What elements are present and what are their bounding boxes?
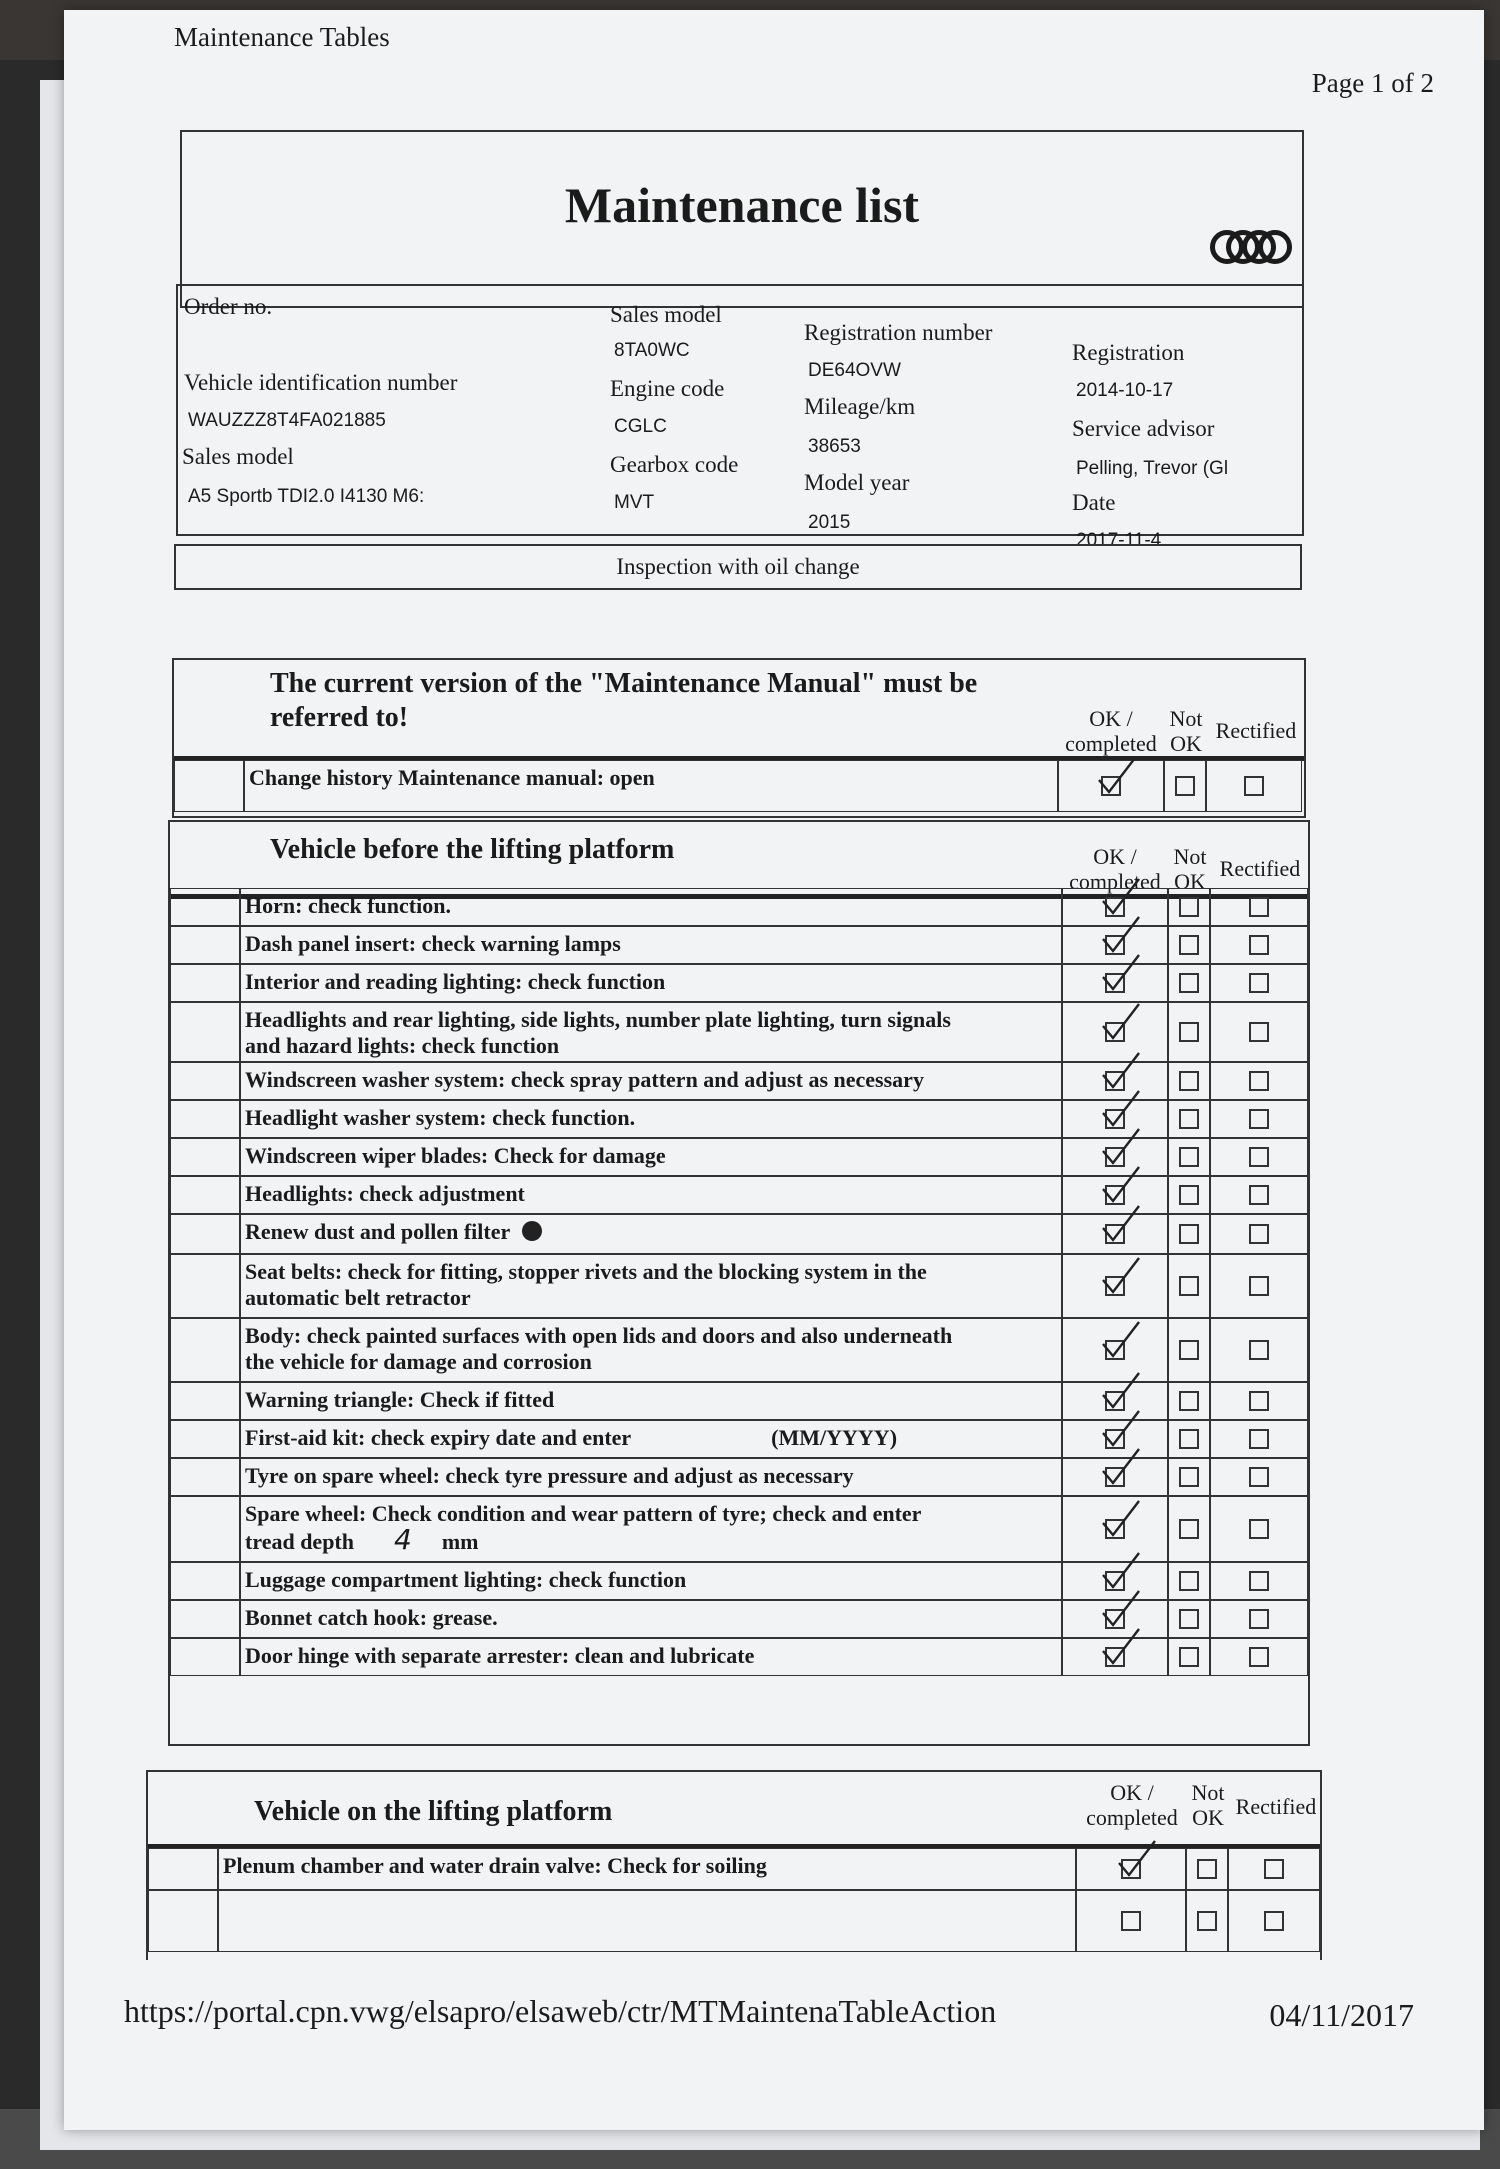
rectified-checkbox[interactable] xyxy=(1249,1340,1269,1360)
row-description xyxy=(240,1496,1062,1562)
row-number-cell xyxy=(170,1600,240,1638)
marker-dot-icon xyxy=(522,1221,542,1241)
handwritten-tread-depth: 4 xyxy=(394,1523,412,1556)
check-mark-icon xyxy=(1115,1839,1157,1881)
not-ok-checkbox[interactable] xyxy=(1179,1391,1199,1411)
not-ok-cell xyxy=(1168,1062,1210,1100)
registration-date-label: Registration xyxy=(1072,340,1185,365)
not-ok-cell xyxy=(1168,1176,1210,1214)
not-ok-checkbox[interactable] xyxy=(1179,1340,1199,1360)
title-box xyxy=(180,130,1304,308)
sales-model-code-value: 8TA0WC xyxy=(614,340,690,361)
not-ok-cell xyxy=(1168,926,1210,964)
rectified-checkbox[interactable] xyxy=(1249,973,1269,993)
checklist-row xyxy=(170,1458,1308,1496)
row-description xyxy=(240,1002,1062,1062)
rectified-cell xyxy=(1210,1420,1308,1458)
row-description xyxy=(240,1458,1062,1496)
not-ok-checkbox[interactable] xyxy=(1179,1609,1199,1629)
sales-model-label: Sales model xyxy=(182,444,294,469)
date-format-hint: (MM/YYYY) xyxy=(771,1425,898,1450)
row-description xyxy=(218,1848,1076,1890)
not-ok-cell xyxy=(1168,1318,1210,1382)
checklist-row xyxy=(174,760,1304,812)
rectified-checkbox[interactable] xyxy=(1244,776,1264,796)
row-number-cell xyxy=(170,1100,240,1138)
not-ok-checkbox[interactable] xyxy=(1179,935,1199,955)
engine-code-value: CGLC xyxy=(614,416,667,437)
maintenance-sheet xyxy=(64,10,1484,2130)
col-header-ok: OK / completed xyxy=(1065,706,1157,756)
rectified-checkbox[interactable] xyxy=(1249,935,1269,955)
row-text: Interior and reading lighting: check function xyxy=(245,969,666,994)
row-number-cell xyxy=(148,1890,218,1952)
row-text-continued: the vehicle for damage and corrosion xyxy=(245,1349,592,1374)
check-mark-icon xyxy=(1099,915,1141,957)
row-description xyxy=(240,1100,1062,1138)
row-number-cell xyxy=(170,1458,240,1496)
row-description xyxy=(240,1562,1062,1600)
check-mark-icon xyxy=(1099,953,1141,995)
date-label: Date xyxy=(1072,490,1116,515)
rectified-cell xyxy=(1210,1496,1308,1562)
rectified-cell xyxy=(1210,1458,1308,1496)
row-number-cell xyxy=(170,1138,240,1176)
gearbox-code-label: Gearbox code xyxy=(610,452,739,477)
row-text: Body: check painted surfaces with open lids and doors and also underneath xyxy=(245,1323,953,1348)
mileage-label: Mileage/km xyxy=(804,394,916,419)
check-mark-icon xyxy=(1099,1204,1141,1246)
ok-completed-cell xyxy=(1062,1214,1168,1254)
rectified-cell xyxy=(1210,888,1308,926)
check-mark-icon xyxy=(1099,1165,1141,1207)
check-mark-icon xyxy=(1099,1320,1141,1362)
row-text: Windscreen wiper blades: Check for damage xyxy=(245,1143,666,1168)
row-number-cell xyxy=(170,964,240,1002)
not-ok-checkbox[interactable] xyxy=(1179,1647,1199,1667)
rectified-cell xyxy=(1210,1062,1308,1100)
row-text: Plenum chamber and water drain valve: Check for soiling xyxy=(223,1853,767,1878)
check-mark-icon xyxy=(1099,1089,1141,1131)
rectified-checkbox[interactable] xyxy=(1264,1911,1284,1931)
rectified-checkbox[interactable] xyxy=(1249,1185,1269,1205)
check-mark-icon xyxy=(1099,1409,1141,1451)
row-number-cell xyxy=(148,1848,218,1890)
rectified-checkbox[interactable] xyxy=(1249,1647,1269,1667)
page-number: Page 1 of 2 xyxy=(1311,68,1434,98)
not-ok-checkbox[interactable] xyxy=(1179,1276,1199,1296)
audi-rings-icon xyxy=(1210,230,1294,266)
ok-completed-cell xyxy=(1062,1254,1168,1318)
order-no-label: Order no. xyxy=(184,294,273,319)
col-header-not-ok: Not OK xyxy=(1191,1780,1225,1830)
col-header-rectified: Rectified xyxy=(1235,1794,1317,1819)
inspection-type: Inspection with oil change xyxy=(616,554,860,579)
col-header-not-ok: Not OK xyxy=(1169,706,1203,756)
row-number-cell xyxy=(170,1318,240,1382)
check-mark-icon xyxy=(1099,1627,1141,1669)
row-number-cell xyxy=(170,888,240,926)
rectified-cell xyxy=(1206,760,1302,812)
row-description xyxy=(240,1214,1062,1254)
not-ok-cell xyxy=(1168,1420,1210,1458)
rectified-cell xyxy=(1210,1562,1308,1600)
row-number-cell xyxy=(170,1420,240,1458)
not-ok-checkbox[interactable] xyxy=(1179,1467,1199,1487)
row-description xyxy=(240,1420,1062,1458)
rectified-cell xyxy=(1210,1002,1308,1062)
not-ok-cell xyxy=(1186,1890,1228,1952)
checklist-row xyxy=(170,1214,1308,1254)
not-ok-cell xyxy=(1168,1638,1210,1676)
check-mark-icon xyxy=(1099,1256,1141,1298)
rectified-cell xyxy=(1210,1600,1308,1638)
rectified-checkbox[interactable] xyxy=(1249,1147,1269,1167)
row-text: Seat belts: check for fitting, stopper rivets and the blocking system in the xyxy=(245,1259,927,1284)
not-ok-cell xyxy=(1168,1254,1210,1318)
row-description xyxy=(240,926,1062,964)
checklist-row xyxy=(170,1638,1308,1676)
section-before-title: Vehicle before the lifting platform xyxy=(270,834,675,865)
rectified-cell xyxy=(1210,964,1308,1002)
model-year-label: Model year xyxy=(804,470,910,495)
sales-model-full-value: A5 Sportb TDI2.0 I4130 M6: xyxy=(188,486,425,507)
footer-url: https://portal.cpn.vwg/elsapro/elsaweb/ctr/MTMaintenaTableAction xyxy=(124,1993,997,2029)
ok-completed-cell xyxy=(1062,964,1168,1002)
section-maintenance-manual xyxy=(172,658,1306,818)
rectified-cell xyxy=(1228,1848,1320,1890)
rectified-checkbox[interactable] xyxy=(1249,1519,1269,1539)
section-manual-title-line1: The current version of the "Maintenance Manual" must be xyxy=(270,668,978,699)
row-description xyxy=(240,1600,1062,1638)
not-ok-cell xyxy=(1168,1382,1210,1420)
registration-number-label: Registration number xyxy=(804,320,993,345)
rectified-cell xyxy=(1210,1318,1308,1382)
check-mark-icon xyxy=(1099,1499,1141,1541)
rectified-cell xyxy=(1210,1138,1308,1176)
service-advisor-value: Pelling, Trevor (Gl xyxy=(1076,458,1229,479)
row-text: Headlights and rear lighting, side lights, number plate lighting, turn signals xyxy=(245,1007,951,1032)
not-ok-checkbox[interactable] xyxy=(1179,1071,1199,1091)
col-header-ok: OK / completed xyxy=(1069,844,1161,894)
engine-code-label: Engine code xyxy=(610,376,725,401)
section-on-title: Vehicle on the lifting platform xyxy=(254,1796,613,1827)
not-ok-checkbox[interactable] xyxy=(1197,1859,1217,1879)
row-number-cell xyxy=(170,1002,240,1062)
ok-completed-cell xyxy=(1076,1848,1186,1890)
row-number-cell xyxy=(170,1176,240,1214)
not-ok-checkbox[interactable] xyxy=(1179,1109,1199,1129)
row-text: Bonnet catch hook: grease. xyxy=(245,1605,498,1630)
check-mark-icon xyxy=(1099,1589,1141,1631)
not-ok-cell xyxy=(1168,1138,1210,1176)
ok-checkbox[interactable] xyxy=(1121,1911,1141,1931)
section-before-lifting xyxy=(168,820,1310,1746)
rectified-checkbox[interactable] xyxy=(1249,1609,1269,1629)
not-ok-cell xyxy=(1168,1100,1210,1138)
not-ok-cell xyxy=(1168,1562,1210,1600)
row-description xyxy=(218,1890,1076,1952)
ok-completed-cell xyxy=(1076,1890,1186,1952)
not-ok-checkbox[interactable] xyxy=(1179,1224,1199,1244)
row-description xyxy=(240,1318,1062,1382)
row-text: Luggage compartment lighting: check function xyxy=(245,1567,687,1592)
not-ok-checkbox[interactable] xyxy=(1179,1022,1199,1042)
check-mark-icon xyxy=(1095,756,1137,798)
vehicle-info-box xyxy=(176,284,1304,551)
vin-label: Vehicle identification number xyxy=(184,370,458,395)
row-description xyxy=(240,888,1062,926)
row-description xyxy=(240,1062,1062,1100)
not-ok-checkbox[interactable] xyxy=(1197,1911,1217,1931)
not-ok-checkbox[interactable] xyxy=(1179,1147,1199,1167)
not-ok-cell xyxy=(1168,1002,1210,1062)
section-manual-title-line2: referred to! xyxy=(270,702,409,733)
row-number-cell xyxy=(170,1382,240,1420)
rectified-checkbox[interactable] xyxy=(1249,1224,1269,1244)
row-text: Spare wheel: Check condition and wear pattern of tyre; check and enter xyxy=(245,1501,922,1526)
row-text-continued: tread depth xyxy=(245,1529,354,1554)
rectified-checkbox[interactable] xyxy=(1249,1276,1269,1296)
ok-completed-cell xyxy=(1062,1638,1168,1676)
service-advisor-label: Service advisor xyxy=(1072,416,1215,441)
sales-model-code-label: Sales model xyxy=(610,302,722,327)
row-number-cell xyxy=(170,1562,240,1600)
header-title: Maintenance Tables xyxy=(174,22,390,52)
registration-date-value: 2014-10-17 xyxy=(1076,380,1174,401)
not-ok-checkbox[interactable] xyxy=(1179,897,1199,917)
gearbox-code-value: MVT xyxy=(614,492,655,513)
section-on-lifting xyxy=(146,1770,1322,1960)
row-text: Renew dust and pollen filter xyxy=(245,1219,511,1244)
row-description xyxy=(244,760,1058,812)
check-mark-icon xyxy=(1099,1002,1141,1044)
row-text: First-aid kit: check expiry date and enter xyxy=(245,1425,632,1450)
row-number-cell xyxy=(170,1638,240,1676)
rectified-checkbox[interactable] xyxy=(1249,1391,1269,1411)
not-ok-checkbox[interactable] xyxy=(1179,1429,1199,1449)
rectified-checkbox[interactable] xyxy=(1264,1859,1284,1879)
col-header-rectified: Rectified xyxy=(1219,856,1301,881)
row-number-cell xyxy=(174,760,244,812)
col-header-ok: OK / completed xyxy=(1086,1780,1178,1830)
check-mark-icon xyxy=(1099,1447,1141,1489)
row-description xyxy=(240,1254,1062,1318)
not-ok-cell xyxy=(1168,1496,1210,1562)
check-mark-icon xyxy=(1099,877,1141,919)
not-ok-cell xyxy=(1168,888,1210,926)
rectified-cell xyxy=(1210,1254,1308,1318)
not-ok-cell xyxy=(1186,1848,1228,1890)
row-text: Windscreen washer system: check spray pattern and adjust as necessary xyxy=(245,1067,924,1092)
registration-number-value: DE64OVW xyxy=(808,360,901,381)
not-ok-cell xyxy=(1168,964,1210,1002)
not-ok-checkbox[interactable] xyxy=(1179,1571,1199,1591)
check-mark-icon xyxy=(1099,1127,1141,1169)
not-ok-checkbox[interactable] xyxy=(1179,973,1199,993)
row-description xyxy=(240,1638,1062,1676)
rectified-cell xyxy=(1210,1638,1308,1676)
not-ok-cell xyxy=(1164,760,1206,812)
vin-value: WAUZZZ8T4FA021885 xyxy=(188,410,386,431)
mileage-value: 38653 xyxy=(808,436,861,457)
row-text: Door hinge with separate arrester: clean and lubricate xyxy=(245,1643,755,1668)
rectified-checkbox[interactable] xyxy=(1249,1571,1269,1591)
not-ok-cell xyxy=(1168,1600,1210,1638)
checklist-row xyxy=(170,1254,1308,1318)
row-number-cell xyxy=(170,1254,240,1318)
not-ok-checkbox[interactable] xyxy=(1175,776,1195,796)
rectified-checkbox[interactable] xyxy=(1249,1109,1269,1129)
row-number-cell xyxy=(170,1062,240,1100)
row-text-continued: automatic belt retractor xyxy=(245,1285,471,1310)
check-mark-icon xyxy=(1099,1051,1141,1093)
row-text: Headlights: check adjustment xyxy=(245,1181,525,1206)
check-mark-icon xyxy=(1099,1551,1141,1593)
row-text-continued: and hazard lights: check function xyxy=(245,1033,560,1058)
row-number-cell xyxy=(170,1214,240,1254)
checklist-row xyxy=(148,1890,1320,1952)
not-ok-cell xyxy=(1168,1214,1210,1254)
row-text: Tyre on spare wheel: check tyre pressure and adjust as necessary xyxy=(245,1463,854,1488)
row-description xyxy=(240,1138,1062,1176)
row-description xyxy=(240,1176,1062,1214)
rectified-cell xyxy=(1210,1382,1308,1420)
date-value: 2017-11-4 xyxy=(1076,530,1162,551)
document-title: Maintenance list xyxy=(564,177,920,233)
ok-completed-cell xyxy=(1062,1458,1168,1496)
not-ok-checkbox[interactable] xyxy=(1179,1185,1199,1205)
row-number-cell xyxy=(170,926,240,964)
checklist-row xyxy=(148,1848,1320,1890)
rectified-checkbox[interactable] xyxy=(1249,1022,1269,1042)
model-year-value: 2015 xyxy=(808,512,851,533)
col-header-not-ok: Not OK xyxy=(1173,844,1207,894)
row-text: Change history Maintenance manual: open xyxy=(249,765,655,790)
not-ok-cell xyxy=(1168,1458,1210,1496)
row-text: Headlight washer system: check function. xyxy=(245,1105,636,1130)
tread-depth-unit: mm xyxy=(441,1529,479,1554)
col-header-rectified: Rectified xyxy=(1215,718,1297,743)
rectified-cell xyxy=(1228,1890,1320,1952)
row-text: Dash panel insert: check warning lamps xyxy=(245,931,621,956)
row-description xyxy=(240,964,1062,1002)
inspection-box xyxy=(174,544,1302,590)
rectified-checkbox[interactable] xyxy=(1249,1467,1269,1487)
row-text: Horn: check function. xyxy=(245,893,451,918)
rectified-cell xyxy=(1210,1214,1308,1254)
not-ok-checkbox[interactable] xyxy=(1179,1519,1199,1539)
rectified-cell xyxy=(1210,1100,1308,1138)
rectified-cell xyxy=(1210,1176,1308,1214)
checklist-row xyxy=(170,964,1308,1002)
ok-completed-cell xyxy=(1058,760,1164,812)
row-description xyxy=(240,1382,1062,1420)
row-number-cell xyxy=(170,1496,240,1562)
row-text: Warning triangle: Check if fitted xyxy=(245,1387,555,1412)
check-mark-icon xyxy=(1099,1371,1141,1413)
rectified-checkbox[interactable] xyxy=(1249,897,1269,917)
footer-date: 04/11/2017 xyxy=(1269,1997,1414,2033)
rectified-checkbox[interactable] xyxy=(1249,1071,1269,1091)
rectified-cell xyxy=(1210,926,1308,964)
rectified-checkbox[interactable] xyxy=(1249,1429,1269,1449)
